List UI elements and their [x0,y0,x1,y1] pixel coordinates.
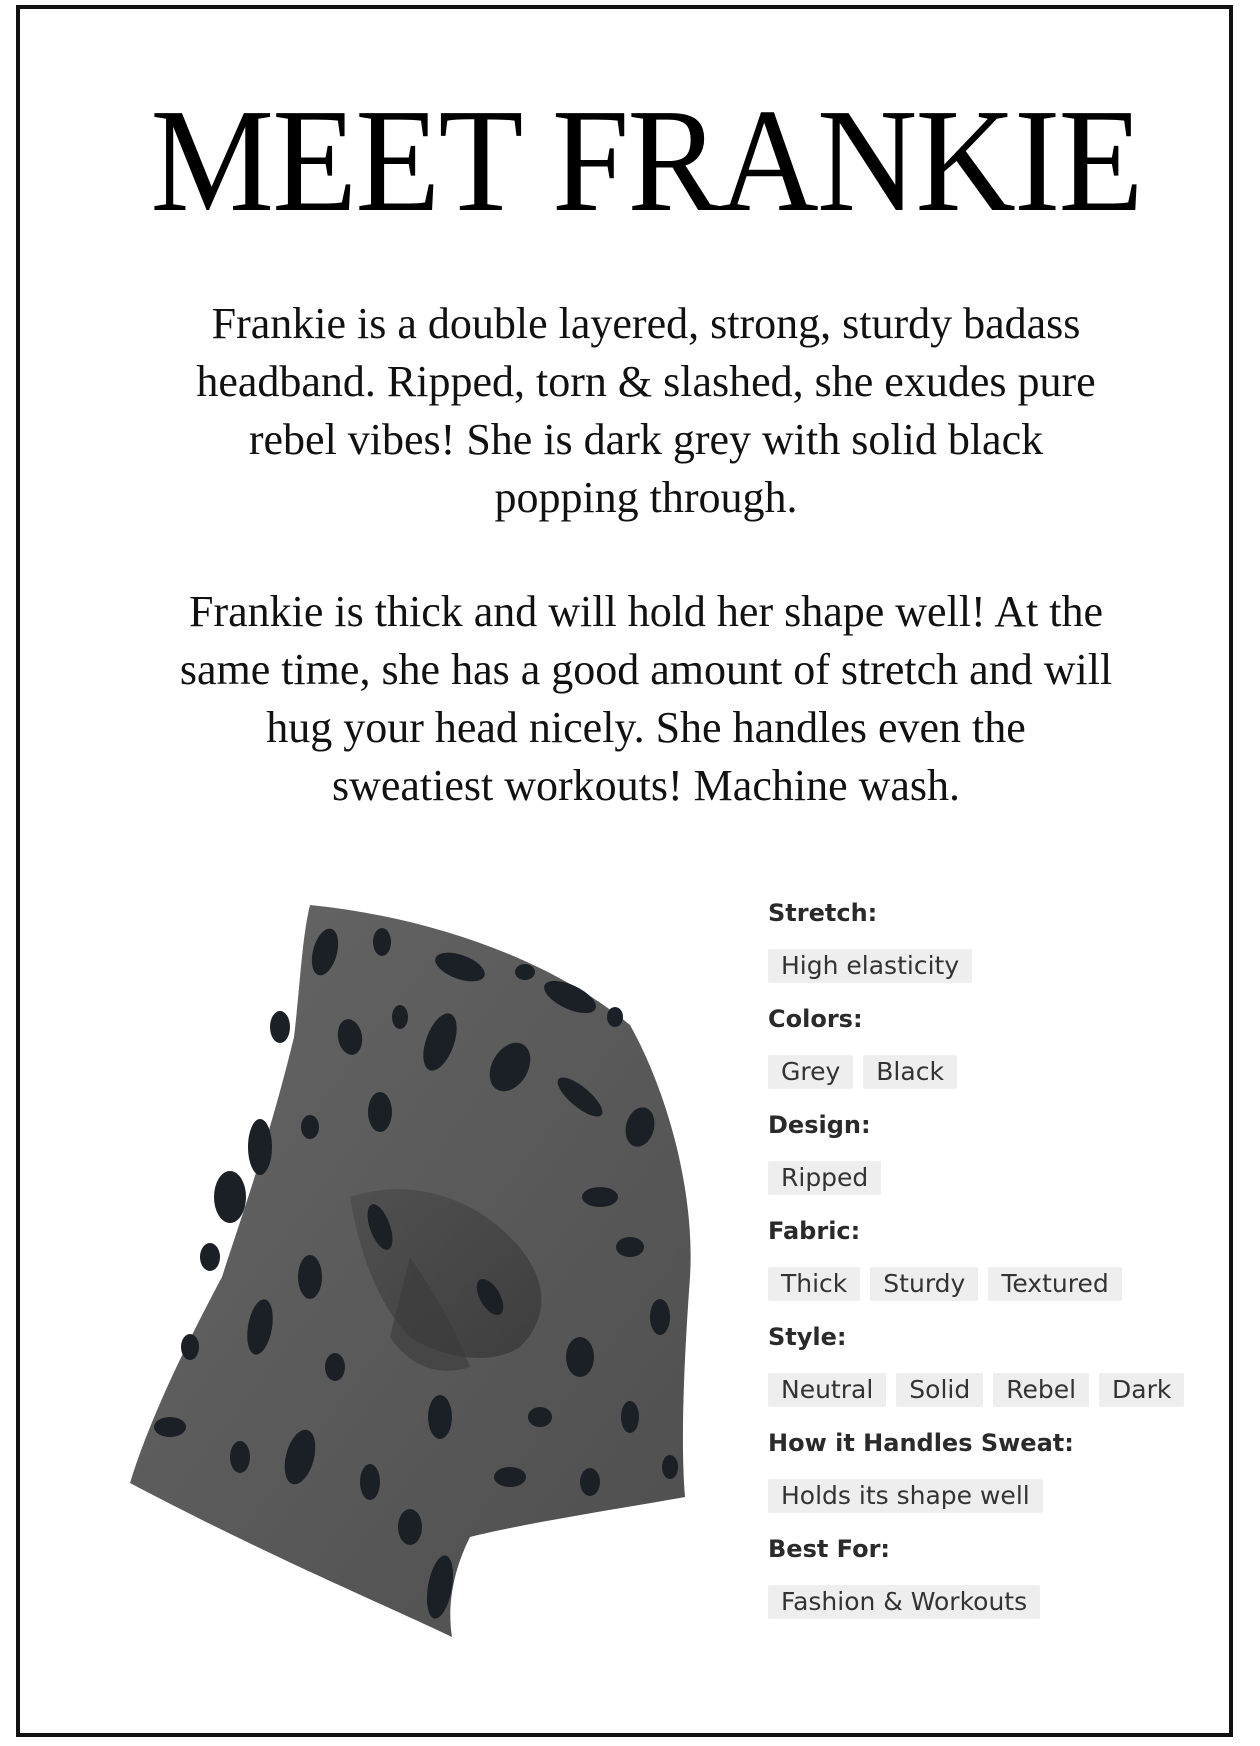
description-line: Frankie is thick and will hold her shape well! At the [188,587,1104,636]
tag[interactable]: Sturdy [870,1267,978,1301]
spec-label: Design: [768,1111,871,1139]
description-paragraph-1 [20,295,1260,527]
spec-label: Stretch: [768,899,878,927]
spec-design [768,1107,1208,1197]
tag[interactable]: Thick [768,1267,860,1301]
headband-product-image [110,897,710,1639]
description-line: hug your head nicely. She handles even the [266,703,1026,752]
page-title: MEET FRANKIE [150,79,1142,243]
description-paragraph-2 [20,583,1260,815]
product-specs [768,895,1208,1637]
description-line: Frankie is a double layered, strong, sturdy badass [211,299,1081,348]
tag-list [768,1373,1208,1409]
spec-best-for [768,1531,1208,1621]
tag[interactable]: Textured [988,1267,1121,1301]
spec-label: Best For: [768,1535,891,1563]
description-line: popping through. [494,473,798,522]
page-frame [16,5,1233,1737]
tag[interactable]: Neutral [768,1373,886,1407]
tag-list [768,949,1208,985]
spec-colors [768,1001,1208,1091]
description-line: rebel vibes! She is dark grey with solid black [248,415,1044,464]
tag[interactable]: Black [863,1055,957,1089]
tag-list [768,1479,1208,1515]
spec-label: Colors: [768,1005,863,1033]
description-line: headband. Ripped, torn & slashed, she exudes pure [196,357,1096,406]
tag-list [768,1267,1208,1303]
tag[interactable]: Solid [896,1373,983,1407]
spec-stretch [768,895,1208,985]
spec-style [768,1319,1208,1409]
tag[interactable]: Grey [768,1055,853,1089]
spec-sweat-handling [768,1425,1208,1515]
tag[interactable]: Ripped [768,1161,881,1195]
spec-label: How it Handles Sweat: [768,1429,1074,1457]
tag-list [768,1161,1208,1197]
description-line: same time, she has a good amount of stretch and will [179,645,1113,694]
tag[interactable]: Dark [1099,1373,1184,1407]
description-line: sweatiest workouts! Machine wash. [331,761,961,810]
tag[interactable]: Fashion & Workouts [768,1585,1040,1619]
spec-label: Style: [768,1323,847,1351]
tag[interactable]: Holds its shape well [768,1479,1043,1513]
tag-list [768,1585,1208,1621]
spec-label: Fabric: [768,1217,861,1245]
spec-fabric [768,1213,1208,1303]
tag[interactable]: High elasticity [768,949,972,983]
tag-list [768,1055,1208,1091]
tag[interactable]: Rebel [993,1373,1089,1407]
